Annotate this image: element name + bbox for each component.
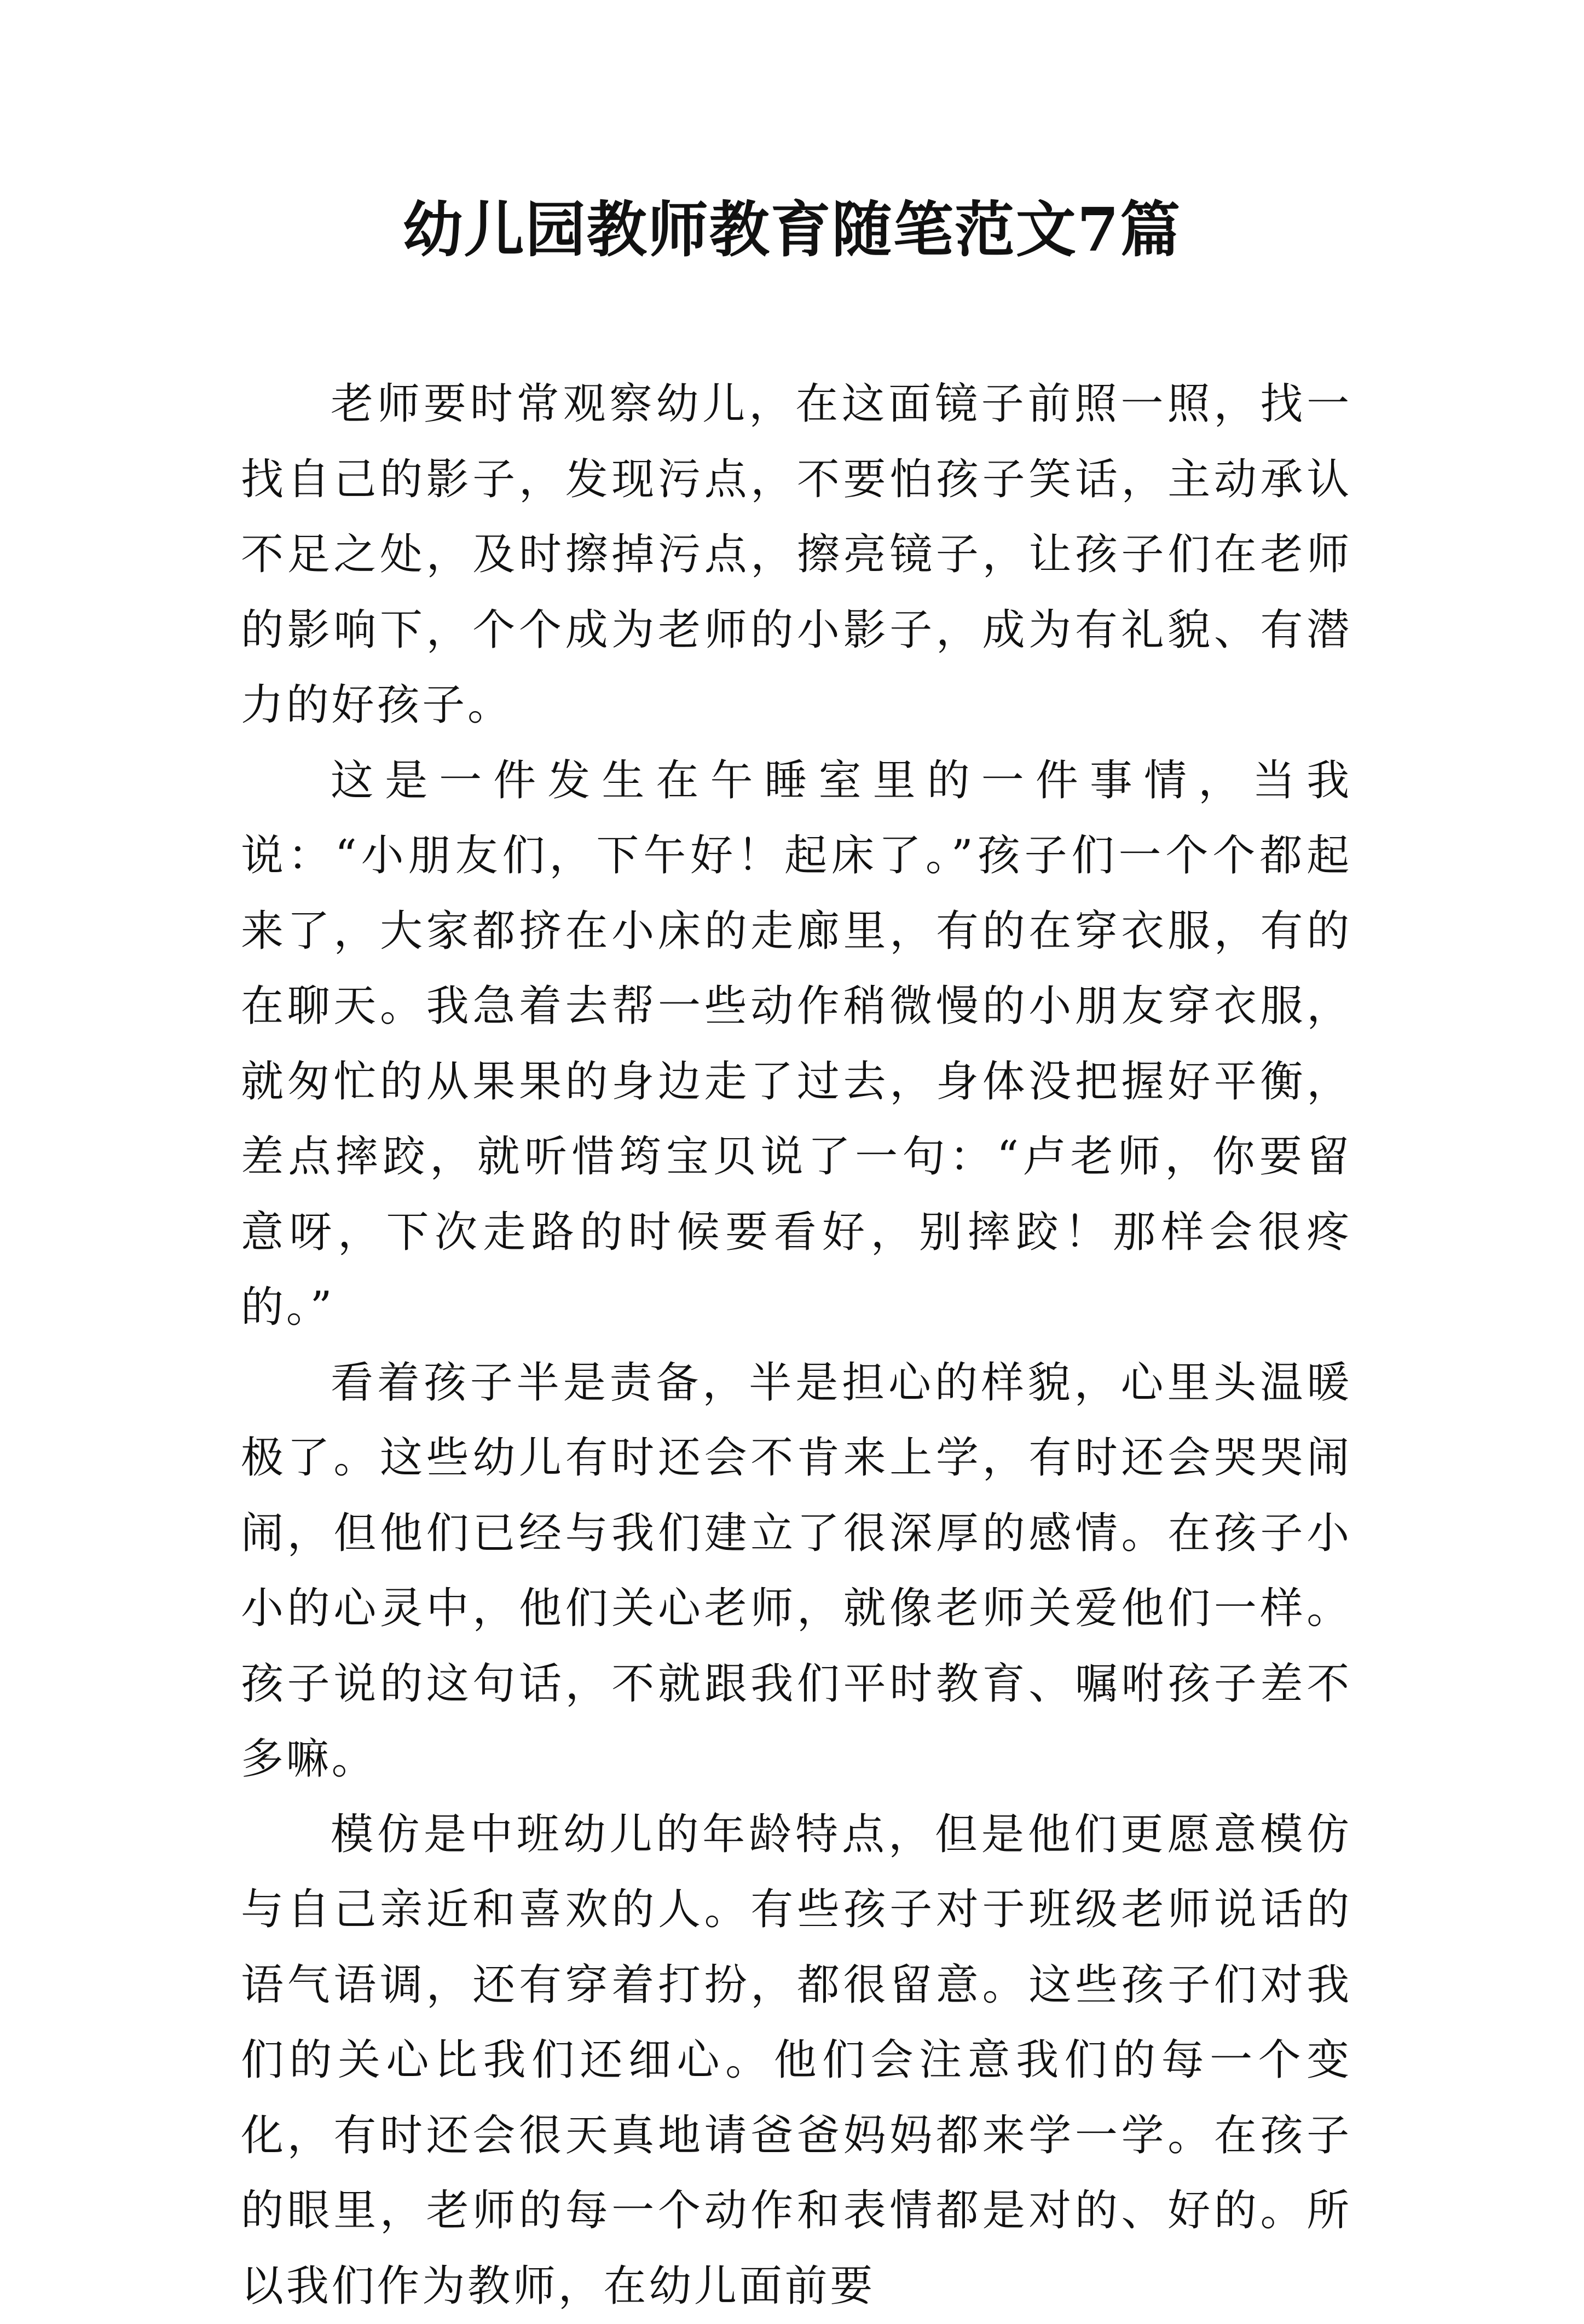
document-title: 幼儿园教师教育随笔范文7篇: [0, 189, 1584, 271]
paragraph: 模仿是中班幼儿的年龄特点，但是他们更愿意模仿与自己亲近和喜欢的人。有些孩子对于班级老师说话的语气语调，还有穿着打扮，都很留意。这些孩子们对我们的关心比我们还细心。他们会注意我们的每一个变化，有时还会很天真地请爸爸妈妈都来学一学。在孩子的眼里，老师的每一个动作和表情都是对的、好的。所以我们作为教师，在幼儿面前要: [241, 1797, 1352, 2324]
paragraph: 老师要时常观察幼儿，在这面镜子前照一照，找一找自己的影子，发现污点，不要怕孩子笑话，主动承认不足之处，及时擦掉污点，擦亮镜子，让孩子们在老师的影响下，个个成为老师的小影子，成为有礼貌、有潜力的好孩子。: [241, 367, 1352, 743]
paragraph: 这是一件发生在午睡室里的一件事情，当我说：“小朋友们，下午好！起床了。”孩子们一个个都起来了，大家都挤在小床的走廊里，有的在穿衣服，有的在聊天。我急着去帮一些动作稍微慢的小朋友穿衣服，就匆忙的从果果的身边走了过去，身体没把握好平衡，差点摔跤，就听惜筠宝贝说了一句：“卢老师，你要留意呀，下次走路的时候要看好，别摔跤！那样会很疼的。”: [241, 743, 1352, 1346]
paragraph: 看着孩子半是责备，半是担心的样貌，心里头温暖极了。这些幼儿有时还会不肯来上学，有时还会哭哭闹闹，但他们已经与我们建立了很深厚的感情。在孩子小小的心灵中，他们关心老师，就像老师关爱他们一样。孩子说的这句话，不就跟我们平时教育、嘱咐孩子差不多嘛。: [241, 1346, 1352, 1797]
document-body: [241, 367, 1352, 2324]
